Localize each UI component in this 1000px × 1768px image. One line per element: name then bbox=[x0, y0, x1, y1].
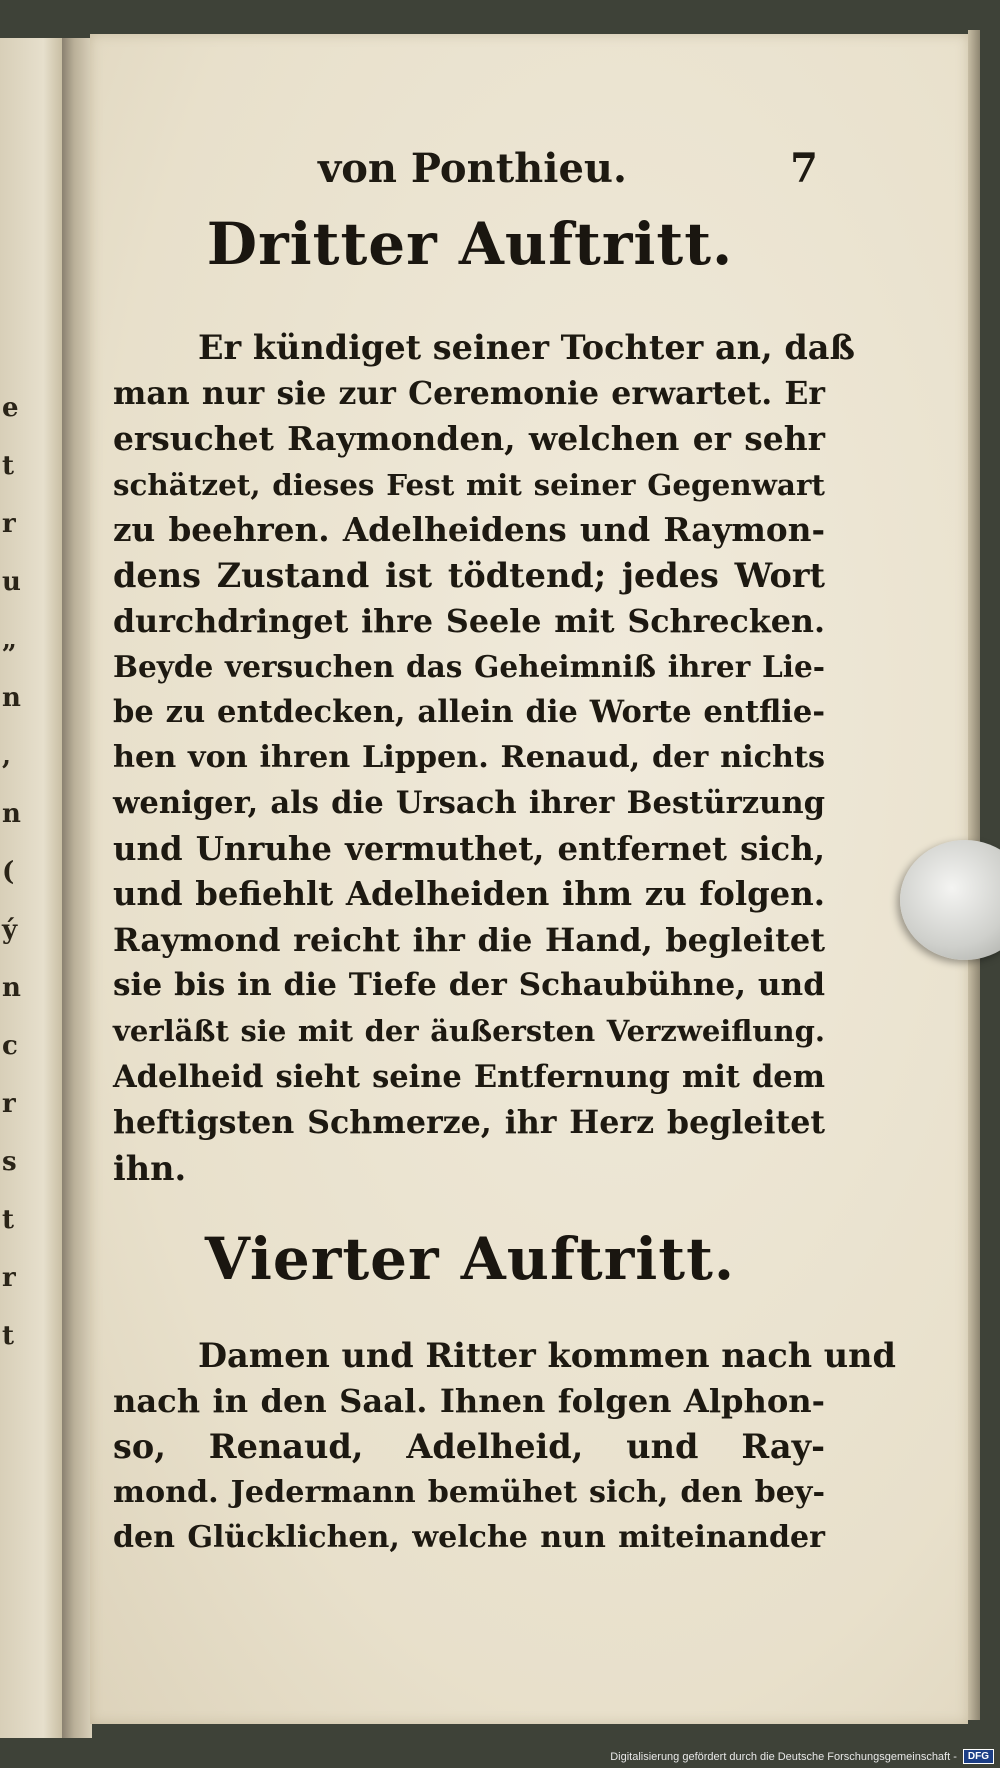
previous-page-fragment: , bbox=[2, 741, 12, 771]
text-line: ihn. bbox=[113, 1148, 187, 1188]
text-line: zu beehren. Adelheidens und Raymon- bbox=[113, 510, 825, 550]
text-line: heftigsten Schmerze, ihr Herz begleitet bbox=[113, 1104, 825, 1142]
dfg-logo: DFG bbox=[963, 1749, 994, 1764]
previous-page-fragment: s bbox=[2, 1147, 17, 1177]
text-line: Beyde versuchen das Geheimniß ihrer Lie- bbox=[113, 649, 825, 685]
previous-page-fragment: r bbox=[2, 1263, 16, 1293]
previous-page-fragment: e bbox=[2, 393, 19, 423]
previous-page-fragment: „ bbox=[2, 625, 17, 655]
previous-page-fragment: n bbox=[2, 973, 21, 1003]
page-header bbox=[228, 145, 818, 201]
text-line: verläßt sie mit der äußersten Verzweiflung. bbox=[113, 1013, 825, 1048]
previous-page-edge bbox=[0, 38, 64, 1738]
text-line: Damen und Ritter kommen nach und bbox=[198, 1336, 896, 1375]
previous-page-fragment: r bbox=[2, 509, 16, 539]
previous-page-fragment: t bbox=[2, 451, 15, 481]
previous-page-fragment: ý bbox=[2, 915, 18, 945]
text-line: be zu entdecken, allein die Worte entflie- bbox=[113, 693, 825, 730]
text-line: Er kündiget seiner Tochter an, daß bbox=[198, 328, 855, 367]
scene-paragraph-dritter bbox=[113, 325, 855, 1191]
scene-paragraph-vierter bbox=[113, 1333, 896, 1561]
text-line: und Unruhe vermuthet, entfernet sich, bbox=[113, 829, 825, 868]
previous-page-fragment: n bbox=[2, 799, 21, 829]
text-line: Adelheid sieht seine Entfernung mit dem bbox=[113, 1058, 825, 1095]
scene-heading-vierter: Vierter Auftritt. bbox=[204, 1225, 736, 1293]
text-line: schätzet, dieses Fest mit seiner Gegenwart bbox=[113, 466, 825, 502]
scene-heading-dritter: Dritter Auftritt. bbox=[206, 210, 734, 278]
text-line: Raymond reicht ihr die Hand, begleitet bbox=[113, 920, 825, 959]
previous-page-fragment: n bbox=[2, 683, 21, 713]
text-line: man nur sie zur Ceremonie erwartet. Er bbox=[113, 374, 825, 412]
text-line: und befiehlt Adelheiden ihm zu folgen. bbox=[113, 875, 825, 914]
page-number: 7 bbox=[790, 145, 818, 192]
text-line: hen von ihren Lippen. Renaud, der nichts bbox=[113, 740, 825, 776]
text-line: mond. Jedermann bemühet sich, den bey- bbox=[113, 1474, 825, 1510]
previous-page-fragment: t bbox=[2, 1321, 15, 1351]
text-line: sie bis in die Tiefe der Schaubühne, und bbox=[113, 967, 825, 1004]
text-line: dens Zustand ist tödtend; jedes Wort bbox=[113, 555, 825, 595]
running-head: von Ponthieu. bbox=[318, 145, 627, 192]
text-line: nach in den Saal. Ihnen folgen Alphon- bbox=[113, 1381, 825, 1420]
book-gutter bbox=[62, 38, 92, 1738]
previous-page-fragment: t bbox=[2, 1205, 15, 1235]
text-line: so, Renaud, Adelheid, und Ray- bbox=[113, 1427, 825, 1467]
previous-page-fragment: r bbox=[2, 1089, 16, 1119]
text-line: durchdringet ihre Seele mit Schrecken. bbox=[113, 602, 825, 640]
credit-text: Digitalisierung gefördert durch die Deutsche Forschungsgemeinschaft - bbox=[610, 1750, 957, 1763]
digitization-credit bbox=[610, 1749, 994, 1764]
previous-page-fragment: c bbox=[2, 1031, 18, 1061]
text-line: ersuchet Raymonden, welchen er sehr bbox=[113, 419, 825, 459]
previous-page-text-fragments bbox=[2, 393, 22, 1351]
text-line: den Glücklichen, welche nun miteinander bbox=[113, 1520, 825, 1556]
previous-page-fragment: ( bbox=[2, 857, 15, 887]
text-line: weniger, als die Ursach ihrer Bestürzung bbox=[113, 784, 825, 821]
previous-page-fragment: u bbox=[2, 567, 21, 597]
